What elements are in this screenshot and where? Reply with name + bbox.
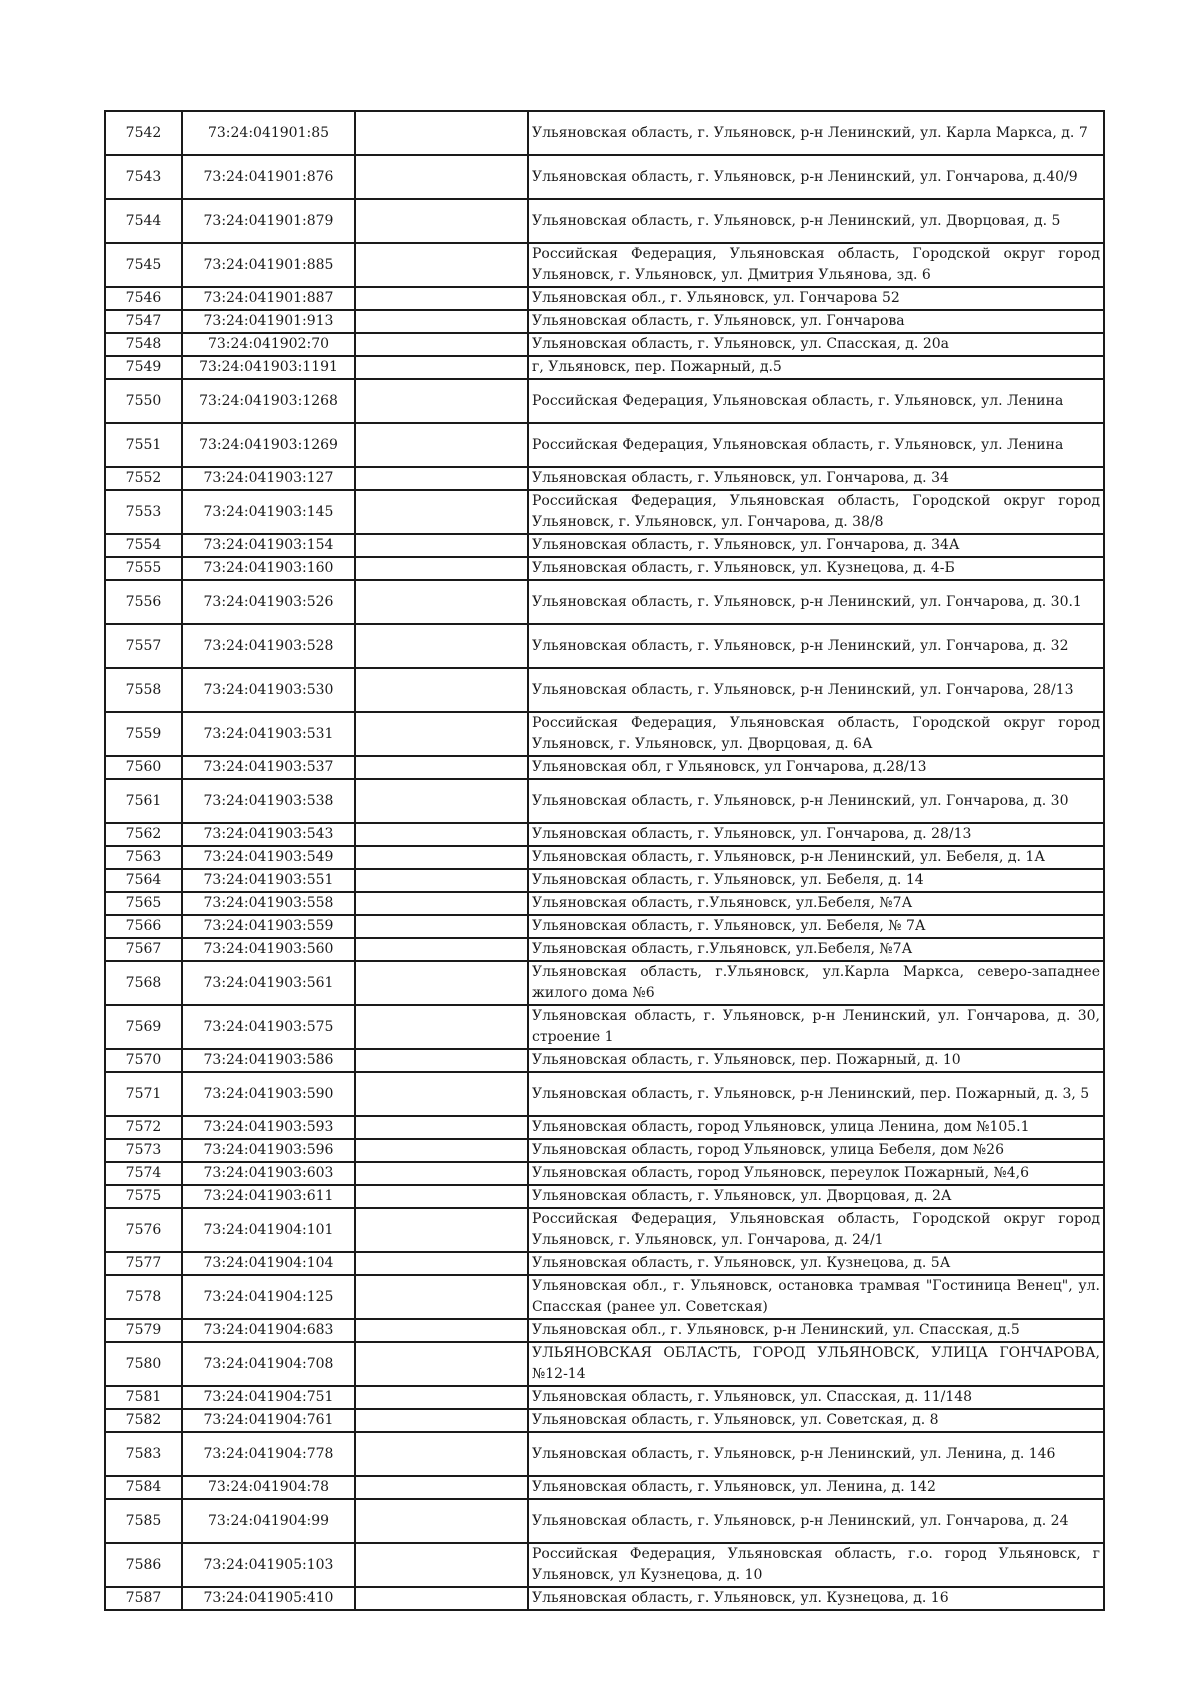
- row-number-cell: 7586: [105, 1543, 182, 1587]
- table-row: [105, 111, 1104, 155]
- address-cell: Ульяновская область, г. Ульяновск, ул. Спасская, д. 20а: [528, 333, 1104, 356]
- table-row: [105, 1072, 1104, 1116]
- row-number-cell: 7546: [105, 287, 182, 310]
- address-cell: Ульяновская область, г. Ульяновск, ул. Кузнецова, д. 4-Б: [528, 557, 1104, 580]
- empty-cell: [355, 1409, 528, 1432]
- cadastral-number-cell: 73:24:041904:78: [182, 1476, 355, 1499]
- address-cell: Ульяновская область, город Ульяновск, улица Бебеля, дом №26: [528, 1139, 1104, 1162]
- empty-cell: [355, 580, 528, 624]
- row-number-cell: 7577: [105, 1252, 182, 1275]
- row-number-cell: 7559: [105, 712, 182, 756]
- table-row: [105, 199, 1104, 243]
- table-row: [105, 243, 1104, 287]
- row-number-cell: 7570: [105, 1049, 182, 1072]
- table-row: [105, 668, 1104, 712]
- row-number-cell: 7548: [105, 333, 182, 356]
- row-number-cell: 7572: [105, 1116, 182, 1139]
- empty-cell: [355, 379, 528, 423]
- cadastral-number-cell: 73:24:041903:160: [182, 557, 355, 580]
- table-row: [105, 1386, 1104, 1409]
- empty-cell: [355, 1116, 528, 1139]
- cadastral-number-cell: 73:24:041903:1191: [182, 356, 355, 379]
- address-cell: Ульяновская область, город Ульяновск, переулок Пожарный, №4,6: [528, 1162, 1104, 1185]
- address-cell: Ульяновская область, г. Ульяновск, пер. Пожарный, д. 10: [528, 1049, 1104, 1072]
- cadastral-number-cell: 73:24:041903:145: [182, 490, 355, 534]
- row-number-cell: 7565: [105, 892, 182, 915]
- cadastral-number-cell: 73:24:041903:538: [182, 779, 355, 823]
- row-number-cell: 7581: [105, 1386, 182, 1409]
- address-cell: Ульяновская обл., г. Ульяновск, ул. Гончарова 52: [528, 287, 1104, 310]
- table-row: [105, 712, 1104, 756]
- empty-cell: [355, 1319, 528, 1342]
- cadastral-number-cell: 73:24:041903:603: [182, 1162, 355, 1185]
- empty-cell: [355, 423, 528, 467]
- table-row: [105, 534, 1104, 557]
- address-cell: Ульяновская область, г.Ульяновск, ул.Бебеля, №7А: [528, 892, 1104, 915]
- table-row: [105, 892, 1104, 915]
- table-row: [105, 846, 1104, 869]
- cadastral-number-cell: 73:24:041903:1269: [182, 423, 355, 467]
- empty-cell: [355, 1005, 528, 1049]
- address-cell: Ульяновская обл., г. Ульяновск, остановка трамвая "Гостиница Венец", ул. Спасская (ранее ул. Советская): [528, 1275, 1104, 1319]
- property-registry-table: [104, 110, 1105, 1611]
- address-cell: Ульяновская область, г. Ульяновск, р-н Ленинский, пер. Пожарный, д. 3, 5: [528, 1072, 1104, 1116]
- table-row: [105, 1543, 1104, 1587]
- empty-cell: [355, 668, 528, 712]
- empty-cell: [355, 1386, 528, 1409]
- row-number-cell: 7547: [105, 310, 182, 333]
- cadastral-number-cell: 73:24:041903:530: [182, 668, 355, 712]
- table-row: [105, 915, 1104, 938]
- address-cell: Ульяновская область, г. Ульяновск, ул. Дворцовая, д. 2А: [528, 1185, 1104, 1208]
- table-row: [105, 1409, 1104, 1432]
- cadastral-number-cell: 73:24:041903:1268: [182, 379, 355, 423]
- cadastral-number-cell: 73:24:041901:913: [182, 310, 355, 333]
- empty-cell: [355, 712, 528, 756]
- cadastral-number-cell: 73:24:041903:559: [182, 915, 355, 938]
- table-row: [105, 1432, 1104, 1476]
- address-cell: Ульяновская область, г. Ульяновск, ул. Гончарова, д. 34А: [528, 534, 1104, 557]
- row-number-cell: 7544: [105, 199, 182, 243]
- empty-cell: [355, 1072, 528, 1116]
- cadastral-number-cell: 73:24:041903:537: [182, 756, 355, 779]
- cadastral-number-cell: 73:24:041905:103: [182, 1543, 355, 1587]
- address-cell: Российская Федерация, Ульяновская область, Городской округ город Ульяновск, г. Ульяновск, ул. Гончарова, д. 38/8: [528, 490, 1104, 534]
- address-cell: УЛЬЯНОВСКАЯ ОБЛАСТЬ, ГОРОД УЛЬЯНОВСК, УЛИЦА ГОНЧАРОВА, №12-14: [528, 1342, 1104, 1386]
- table-row: [105, 869, 1104, 892]
- address-cell: Ульяновская область, г. Ульяновск, ул. Кузнецова, д. 5А: [528, 1252, 1104, 1275]
- address-cell: Российская Федерация, Ульяновская область, г. Ульяновск, ул. Ленина: [528, 379, 1104, 423]
- cadastral-number-cell: 73:24:041902:70: [182, 333, 355, 356]
- empty-cell: [355, 333, 528, 356]
- cadastral-number-cell: 73:24:041901:887: [182, 287, 355, 310]
- table-row: [105, 1252, 1104, 1275]
- cadastral-number-cell: 73:24:041903:561: [182, 961, 355, 1005]
- table-row: [105, 938, 1104, 961]
- row-number-cell: 7573: [105, 1139, 182, 1162]
- cadastral-number-cell: 73:24:041903:596: [182, 1139, 355, 1162]
- row-number-cell: 7583: [105, 1432, 182, 1476]
- address-cell: г, Ульяновск, пер. Пожарный, д.5: [528, 356, 1104, 379]
- table-row: [105, 155, 1104, 199]
- address-cell: Ульяновская обл, г Ульяновск, ул Гончарова, д.28/13: [528, 756, 1104, 779]
- cadastral-number-cell: 73:24:041903:551: [182, 869, 355, 892]
- address-cell: Ульяновская область, г. Ульяновск, р-н Ленинский, ул. Гончарова, д. 24: [528, 1499, 1104, 1543]
- row-number-cell: 7569: [105, 1005, 182, 1049]
- cadastral-number-cell: 73:24:041904:751: [182, 1386, 355, 1409]
- table-row: [105, 356, 1104, 379]
- address-cell: Ульяновская область, г. Ульяновск, р-н Ленинский, ул. Гончарова, д. 30: [528, 779, 1104, 823]
- row-number-cell: 7582: [105, 1409, 182, 1432]
- row-number-cell: 7556: [105, 580, 182, 624]
- row-number-cell: 7562: [105, 823, 182, 846]
- empty-cell: [355, 1587, 528, 1610]
- empty-cell: [355, 1185, 528, 1208]
- row-number-cell: 7557: [105, 624, 182, 668]
- empty-cell: [355, 938, 528, 961]
- row-number-cell: 7584: [105, 1476, 182, 1499]
- table-row: [105, 779, 1104, 823]
- table-row: [105, 287, 1104, 310]
- address-cell: Ульяновская область, г. Ульяновск, р-н Ленинский, ул. Бебеля, д. 1А: [528, 846, 1104, 869]
- registry-body: [105, 111, 1104, 1610]
- row-number-cell: 7578: [105, 1275, 182, 1319]
- row-number-cell: 7542: [105, 111, 182, 155]
- cadastral-number-cell: 73:24:041903:531: [182, 712, 355, 756]
- cadastral-number-cell: 73:24:041901:885: [182, 243, 355, 287]
- address-cell: Ульяновская область, город Ульяновск, улица Ленина, дом №105.1: [528, 1116, 1104, 1139]
- cadastral-number-cell: 73:24:041904:708: [182, 1342, 355, 1386]
- empty-cell: [355, 111, 528, 155]
- row-number-cell: 7587: [105, 1587, 182, 1610]
- row-number-cell: 7549: [105, 356, 182, 379]
- address-cell: Ульяновская область, г. Ульяновск, ул. Кузнецова, д. 16: [528, 1587, 1104, 1610]
- cadastral-number-cell: 73:24:041904:101: [182, 1208, 355, 1252]
- empty-cell: [355, 869, 528, 892]
- cadastral-number-cell: 73:24:041903:543: [182, 823, 355, 846]
- empty-cell: [355, 1432, 528, 1476]
- empty-cell: [355, 1049, 528, 1072]
- row-number-cell: 7550: [105, 379, 182, 423]
- address-cell: Ульяновская область, г. Ульяновск, ул. Советская, д. 8: [528, 1409, 1104, 1432]
- table-row: [105, 379, 1104, 423]
- cadastral-number-cell: 73:24:041905:410: [182, 1587, 355, 1610]
- cadastral-number-cell: 73:24:041904:778: [182, 1432, 355, 1476]
- empty-cell: [355, 846, 528, 869]
- cadastral-number-cell: 73:24:041903:575: [182, 1005, 355, 1049]
- empty-cell: [355, 756, 528, 779]
- cadastral-number-cell: 73:24:041903:154: [182, 534, 355, 557]
- empty-cell: [355, 961, 528, 1005]
- row-number-cell: 7574: [105, 1162, 182, 1185]
- table-row: [105, 1275, 1104, 1319]
- empty-cell: [355, 356, 528, 379]
- empty-cell: [355, 1342, 528, 1386]
- empty-cell: [355, 1275, 528, 1319]
- address-cell: Ульяновская область, г. Ульяновск, р-н Ленинский, ул. Карла Маркса, д. 7: [528, 111, 1104, 155]
- empty-cell: [355, 287, 528, 310]
- cadastral-number-cell: 73:24:041904:125: [182, 1275, 355, 1319]
- empty-cell: [355, 1476, 528, 1499]
- cadastral-number-cell: 73:24:041901:879: [182, 199, 355, 243]
- address-cell: Российская Федерация, Ульяновская область, Городской округ город Ульяновск, г. Ульяновск, ул. Дмитрия Ульянова, зд. 6: [528, 243, 1104, 287]
- empty-cell: [355, 1162, 528, 1185]
- table-row: [105, 1005, 1104, 1049]
- table-row: [105, 1185, 1104, 1208]
- address-cell: Ульяновская область, г. Ульяновск, ул. Спасская, д. 11/148: [528, 1386, 1104, 1409]
- row-number-cell: 7575: [105, 1185, 182, 1208]
- row-number-cell: 7561: [105, 779, 182, 823]
- address-cell: Ульяновская область, г. Ульяновск, р-н Ленинский, ул. Ленина, д. 146: [528, 1432, 1104, 1476]
- table-row: [105, 1162, 1104, 1185]
- table-row: [105, 1342, 1104, 1386]
- table-row: [105, 1208, 1104, 1252]
- address-cell: Ульяновская область, г. Ульяновск, ул. Бебеля, № 7А: [528, 915, 1104, 938]
- cadastral-number-cell: 73:24:041901:85: [182, 111, 355, 155]
- cadastral-number-cell: 73:24:041903:560: [182, 938, 355, 961]
- row-number-cell: 7543: [105, 155, 182, 199]
- empty-cell: [355, 243, 528, 287]
- row-number-cell: 7545: [105, 243, 182, 287]
- address-cell: Ульяновская область, г. Ульяновск, р-н Ленинский, ул. Гончарова, 28/13: [528, 668, 1104, 712]
- cadastral-number-cell: 73:24:041903:127: [182, 467, 355, 490]
- address-cell: Ульяновская область, г. Ульяновск, ул. Гончарова: [528, 310, 1104, 333]
- cadastral-number-cell: 73:24:041903:611: [182, 1185, 355, 1208]
- empty-cell: [355, 892, 528, 915]
- table-row: [105, 1499, 1104, 1543]
- row-number-cell: 7576: [105, 1208, 182, 1252]
- address-cell: Ульяновская область, г. Ульяновск, ул. Гончарова, д. 28/13: [528, 823, 1104, 846]
- cadastral-number-cell: 73:24:041901:876: [182, 155, 355, 199]
- cadastral-number-cell: 73:24:041903:590: [182, 1072, 355, 1116]
- empty-cell: [355, 199, 528, 243]
- cadastral-number-cell: 73:24:041904:761: [182, 1409, 355, 1432]
- row-number-cell: 7560: [105, 756, 182, 779]
- row-number-cell: 7554: [105, 534, 182, 557]
- empty-cell: [355, 1499, 528, 1543]
- table-row: [105, 557, 1104, 580]
- address-cell: Российская Федерация, Ульяновская область, г.о. город Ульяновск, г Ульяновск, ул Кузнецова, д. 10: [528, 1543, 1104, 1587]
- table-row: [105, 624, 1104, 668]
- address-cell: Ульяновская область, г. Ульяновск, ул. Бебеля, д. 14: [528, 869, 1104, 892]
- table-row: [105, 1049, 1104, 1072]
- row-number-cell: 7567: [105, 938, 182, 961]
- row-number-cell: 7585: [105, 1499, 182, 1543]
- table-row: [105, 333, 1104, 356]
- address-cell: Российская Федерация, Ульяновская область, г. Ульяновск, ул. Ленина: [528, 423, 1104, 467]
- row-number-cell: 7555: [105, 557, 182, 580]
- row-number-cell: 7580: [105, 1342, 182, 1386]
- address-cell: Ульяновская область, г.Ульяновск, ул.Бебеля, №7А: [528, 938, 1104, 961]
- cadastral-number-cell: 73:24:041903:586: [182, 1049, 355, 1072]
- row-number-cell: 7551: [105, 423, 182, 467]
- table-row: [105, 1587, 1104, 1610]
- address-cell: Российская Федерация, Ульяновская область, Городской округ город Ульяновск, г. Ульяновск, ул. Гончарова, д. 24/1: [528, 1208, 1104, 1252]
- address-cell: Ульяновская обл., г. Ульяновск, р-н Ленинский, ул. Спасская, д.5: [528, 1319, 1104, 1342]
- address-cell: Российская Федерация, Ульяновская область, Городской округ город Ульяновск, г. Ульяновск, ул. Дворцовая, д. 6А: [528, 712, 1104, 756]
- empty-cell: [355, 490, 528, 534]
- cadastral-number-cell: 73:24:041904:99: [182, 1499, 355, 1543]
- row-number-cell: 7552: [105, 467, 182, 490]
- table-row: [105, 310, 1104, 333]
- cadastral-number-cell: 73:24:041903:549: [182, 846, 355, 869]
- table-row: [105, 1319, 1104, 1342]
- cadastral-number-cell: 73:24:041903:528: [182, 624, 355, 668]
- cadastral-number-cell: 73:24:041903:526: [182, 580, 355, 624]
- row-number-cell: 7553: [105, 490, 182, 534]
- table-row: [105, 580, 1104, 624]
- table-row: [105, 423, 1104, 467]
- cadastral-number-cell: 73:24:041903:558: [182, 892, 355, 915]
- table-row: [105, 756, 1104, 779]
- table-row: [105, 467, 1104, 490]
- table-row: [105, 961, 1104, 1005]
- empty-cell: [355, 1543, 528, 1587]
- empty-cell: [355, 823, 528, 846]
- table-row: [105, 490, 1104, 534]
- empty-cell: [355, 624, 528, 668]
- table-row: [105, 1116, 1104, 1139]
- cadastral-number-cell: 73:24:041904:104: [182, 1252, 355, 1275]
- table-row: [105, 1139, 1104, 1162]
- address-cell: Ульяновская область, г.Ульяновск, ул.Карла Маркса, северо-западнее жилого дома №6: [528, 961, 1104, 1005]
- empty-cell: [355, 1208, 528, 1252]
- address-cell: Ульяновская область, г. Ульяновск, ул. Ленина, д. 142: [528, 1476, 1104, 1499]
- row-number-cell: 7566: [105, 915, 182, 938]
- cadastral-number-cell: 73:24:041904:683: [182, 1319, 355, 1342]
- empty-cell: [355, 557, 528, 580]
- empty-cell: [355, 155, 528, 199]
- address-cell: Ульяновская область, г. Ульяновск, р-н Ленинский, ул. Гончарова, д. 30.1: [528, 580, 1104, 624]
- empty-cell: [355, 534, 528, 557]
- row-number-cell: 7568: [105, 961, 182, 1005]
- address-cell: Ульяновская область, г. Ульяновск, р-н Ленинский, ул. Дворцовая, д. 5: [528, 199, 1104, 243]
- table-row: [105, 1476, 1104, 1499]
- empty-cell: [355, 779, 528, 823]
- row-number-cell: 7564: [105, 869, 182, 892]
- table-row: [105, 823, 1104, 846]
- empty-cell: [355, 467, 528, 490]
- empty-cell: [355, 1139, 528, 1162]
- address-cell: Ульяновская область, г. Ульяновск, ул. Гончарова, д. 34: [528, 467, 1104, 490]
- cadastral-number-cell: 73:24:041903:593: [182, 1116, 355, 1139]
- address-cell: Ульяновская область, г. Ульяновск, р-н Ленинский, ул. Гончарова, д. 30, строение 1: [528, 1005, 1104, 1049]
- address-cell: Ульяновская область, г. Ульяновск, р-н Ленинский, ул. Гончарова, д. 32: [528, 624, 1104, 668]
- address-cell: Ульяновская область, г. Ульяновск, р-н Ленинский, ул. Гончарова, д.40/9: [528, 155, 1104, 199]
- empty-cell: [355, 1252, 528, 1275]
- row-number-cell: 7563: [105, 846, 182, 869]
- row-number-cell: 7571: [105, 1072, 182, 1116]
- row-number-cell: 7579: [105, 1319, 182, 1342]
- row-number-cell: 7558: [105, 668, 182, 712]
- empty-cell: [355, 915, 528, 938]
- empty-cell: [355, 310, 528, 333]
